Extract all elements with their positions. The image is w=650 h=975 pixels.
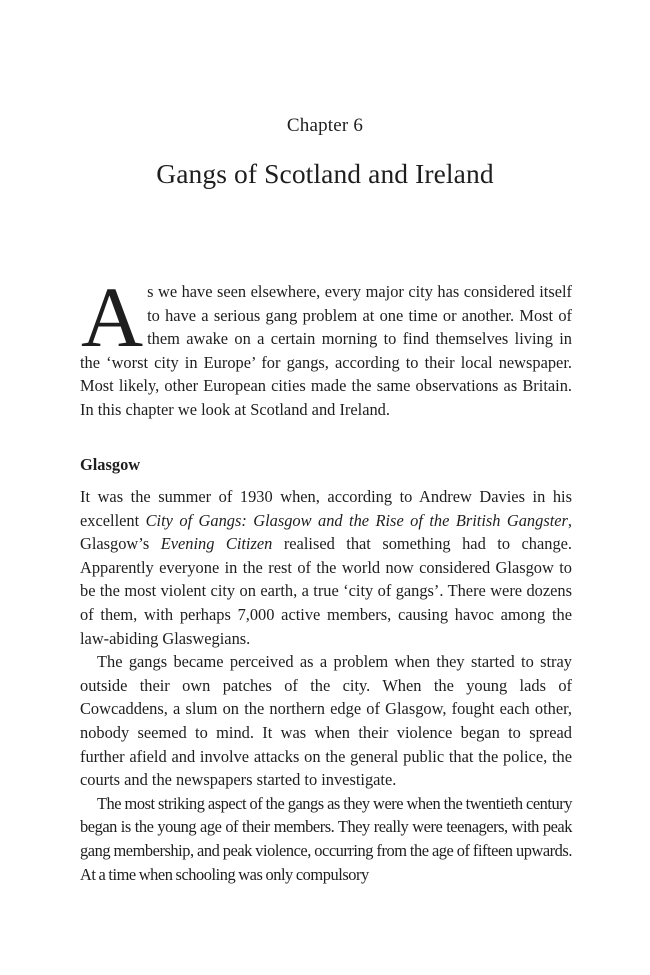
intro-text: s we have seen elsewhere, every major city has considered itself to have a serious gang problem at one time or another. Most of them awake on a certain morning to find themselves living in the ‘worst city in Europe’ for gangs, according to their local newspaper. Most likely, other European cities made the same observations as Britain. In this chapter we look at Scotland and Ireland. <box>80 282 572 419</box>
paragraph: The most striking aspect of the gangs as they were when the twentieth century began is the young age of their members. They really were teenagers, with peak gang membership, and peak violence, occurring from the age of fifteen upwards. At a time when schooling was only compulsory <box>80 793 572 884</box>
section-body <box>80 485 572 886</box>
paragraph: The gangs became perceived as a problem when they started to stray outside their own patches of the city. When the young lads of Cowcaddens, a slum on the northern edge of Glasgow, fought each other, nobody seemed to mind. It was when their violence began to spread further afield and involve attacks on the general public that the police, the courts and the newspapers started to investigate. <box>80 652 572 790</box>
paragraph-text: It was the summer of 1930 when, according to Andrew Davies in his excellent <box>80 487 572 530</box>
chapter-title: Gangs of Scotland and Ireland <box>156 158 494 189</box>
drop-cap: A <box>81 269 144 365</box>
newspaper-title: Evening Citizen <box>160 534 273 554</box>
paragraph-text: , Glasgow’s <box>80 510 573 554</box>
paragraph <box>80 485 572 650</box>
intro-paragraph <box>80 269 572 422</box>
chapter-number: Chapter 6 <box>286 115 364 136</box>
section-heading: Glasgow <box>80 455 141 474</box>
paragraph-text: realised that something had to change. Apparently everyone in the rest of the world now considered Glasgow to be the most violent city on earth, a true ‘city of gangs’. There were dozens of them, with perhaps 7,000 active members, causing havoc among the law-abiding Glaswegians. <box>80 534 573 648</box>
book-title: City of Gangs: Glasgow and the Rise of the British Gangster <box>145 510 568 530</box>
